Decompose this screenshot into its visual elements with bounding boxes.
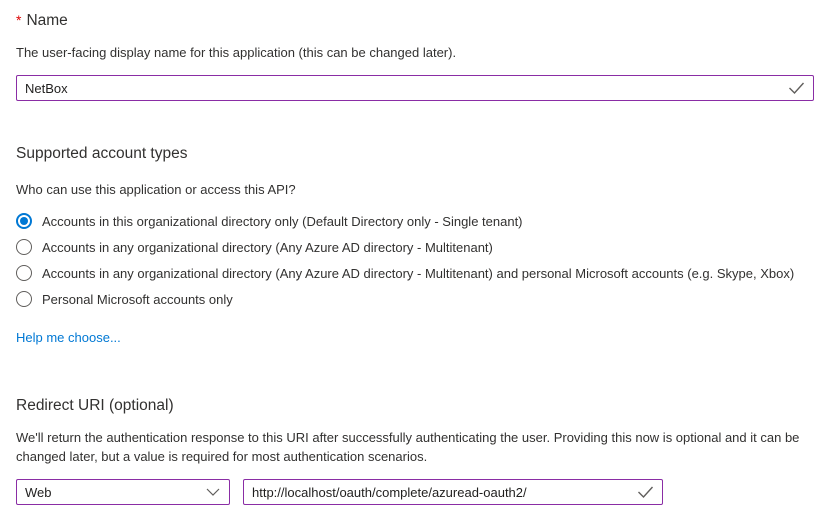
redirect-uri-controls [16,479,814,505]
account-type-radio[interactable] [16,208,814,234]
account-types-radio-group [16,208,814,312]
checkmark-icon [637,486,654,499]
account-type-radio[interactable] [16,260,814,286]
name-input-wrap [16,75,814,101]
platform-select-value: Web [25,484,52,500]
name-input[interactable] [16,75,814,101]
account-type-radio[interactable] [16,234,814,260]
required-asterisk: * [16,12,22,28]
account-type-radio[interactable] [16,286,814,312]
redirect-uri-input[interactable] [243,479,663,505]
radio-button-icon[interactable] [16,239,32,255]
radio-button-icon[interactable] [16,291,32,307]
redirect-uri-description: We'll return the authentication response to this URI after successfully authenticating the user. Providing this now is optional and it can be changed later, but a value is required for most authentication scenarios. [16,430,800,464]
name-title-text: Name [26,12,68,29]
account-type-label: Accounts in this organizational directory only (Default Directory only - Single tenant) [42,213,523,229]
account-types-title: Supported account types [16,145,188,162]
account-type-label: Accounts in any organizational directory (Any Azure AD directory - Multitenant) [42,239,493,255]
account-types-question: Who can use this application or access this API? [16,182,296,197]
account-type-label: Personal Microsoft accounts only [42,291,233,307]
account-type-label: Accounts in any organizational directory (Any Azure AD directory - Multitenant) and personal Microsoft accounts (e.g. Skype, Xbox) [42,265,795,281]
redirect-uri-title: Redirect URI (optional) [16,397,174,414]
checkmark-icon [788,82,805,95]
platform-select[interactable] [16,479,230,505]
help-me-choose-link[interactable]: Help me choose... [16,330,121,345]
name-section-title [16,10,814,31]
radio-button-icon[interactable] [16,265,32,281]
name-description: The user-facing display name for this application (this can be changed later). [16,45,457,60]
chevron-down-icon [206,488,220,496]
radio-button-icon[interactable] [16,213,32,229]
redirect-uri-input-wrap [243,479,663,505]
